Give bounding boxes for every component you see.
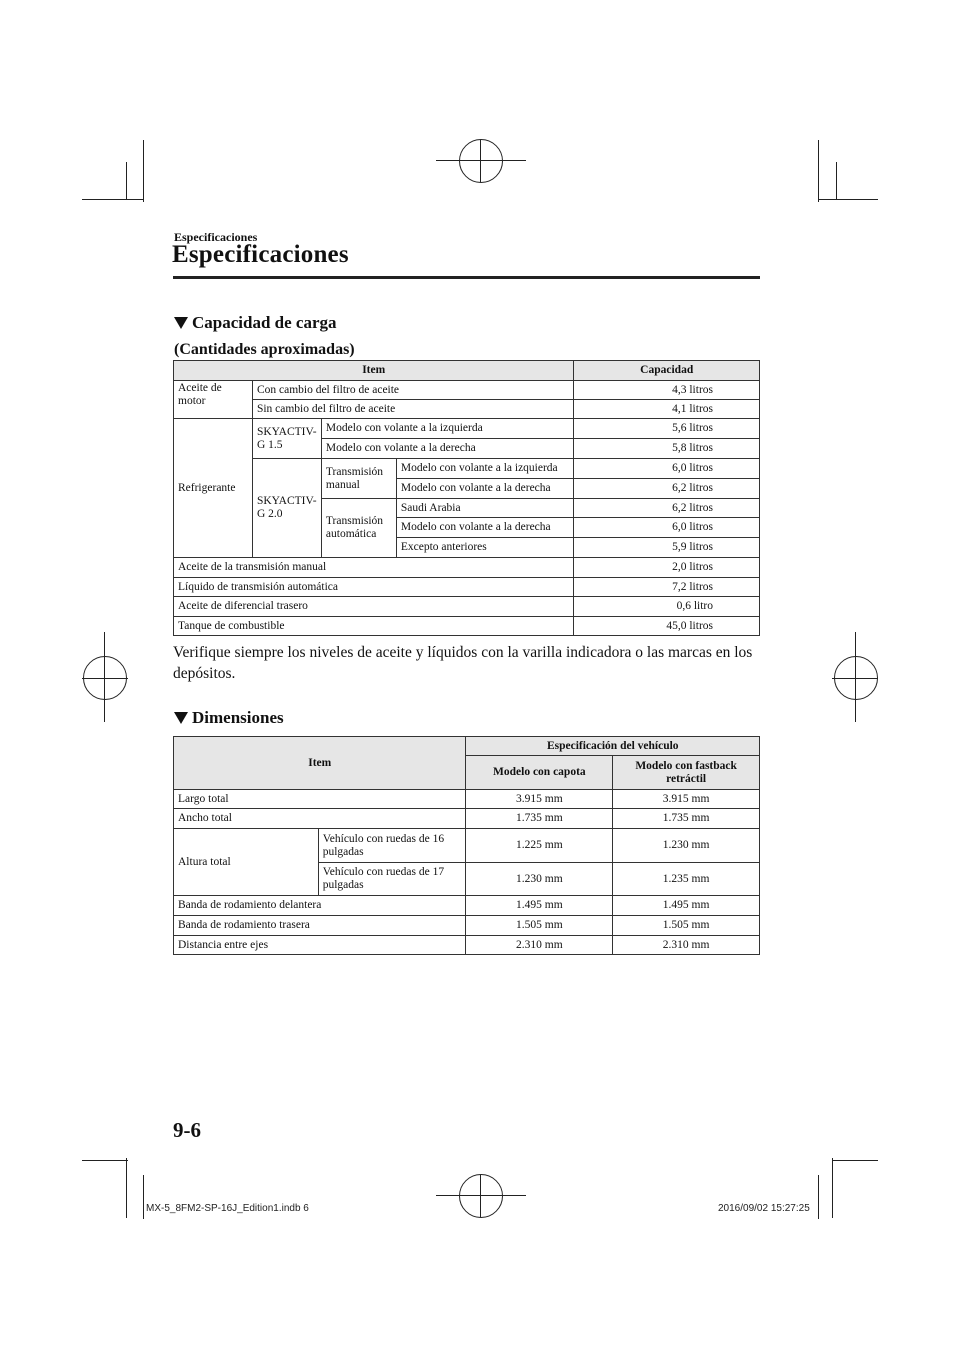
- footer-timestamp: 2016/09/02 15:27:25: [718, 1203, 810, 1214]
- table-row-label: Líquido de transmisión automática: [174, 578, 574, 597]
- table-row-label: Vehículo con ruedas de 17 pulgadas: [318, 863, 466, 896]
- table-row-label: Modelo con volante a la derecha: [396, 518, 574, 538]
- col-item: Item: [174, 737, 466, 790]
- title-rule: [173, 276, 760, 279]
- table-row-value: 5,8 litros: [574, 439, 760, 459]
- table-row-value: 1.505 mm: [613, 916, 760, 936]
- col-spec: Especificación del vehículo: [466, 737, 760, 756]
- triangle-down-icon: [174, 317, 188, 329]
- capacity-table: [173, 360, 760, 636]
- section-dimensions-title: Dimensiones: [192, 708, 284, 727]
- table-row-value: 6,2 litros: [574, 499, 760, 518]
- table-row-value: 1.495 mm: [466, 896, 613, 916]
- table-row-value: 7,2 litros: [574, 578, 760, 597]
- table-row-value: 1.505 mm: [466, 916, 613, 936]
- table-row-label: Tanque de combustible: [174, 617, 574, 636]
- dimensions-table: [173, 736, 760, 955]
- manual-label: Transmisión manual: [321, 459, 396, 499]
- table-row-label: Modelo con volante a la derecha: [396, 479, 574, 499]
- table-row-value: 2,0 litros: [574, 558, 760, 578]
- table-row-label: Banda de rodamiento trasera: [174, 916, 466, 936]
- table-row-value: 2.310 mm: [466, 936, 613, 955]
- g20-label: SKYACTIV-G 2.0: [252, 459, 321, 558]
- table-row-value: 1.735 mm: [466, 809, 613, 829]
- table-row-label: Con cambio del filtro de aceite: [252, 381, 573, 400]
- table-row-label: Banda de rodamiento delantera: [174, 896, 466, 916]
- running-header: Especificaciones: [174, 230, 258, 244]
- col-capacity: Capacidad: [574, 361, 760, 381]
- table-row-label: Modelo con volante a la izquierda: [321, 419, 573, 439]
- table-row-value: 5,6 litros: [574, 419, 760, 439]
- auto-label: Transmisión automática: [321, 499, 396, 558]
- page-number: 9-6: [173, 1118, 201, 1142]
- section-capacity-title: Capacidad de carga: [192, 313, 337, 332]
- table-row-value: 5,9 litros: [574, 538, 760, 558]
- note-paragraph: Verifique siempre los niveles de aceite y líquidos con la varilla indicadora o las marcas en los depósitos.: [173, 644, 753, 682]
- table-row-label: Excepto anteriores: [396, 538, 574, 558]
- table-row-label: Aceite de diferencial trasero: [174, 597, 574, 617]
- table-row-value: 6,0 litros: [574, 459, 760, 479]
- coolant-label: Refrigerante: [174, 419, 253, 558]
- table-row-label: Modelo con volante a la derecha: [321, 439, 573, 459]
- table-row-value: 45,0 litros: [574, 617, 760, 636]
- table-row-label: Modelo con volante a la izquierda: [396, 459, 574, 479]
- table-row-label: Vehículo con ruedas de 16 pulgadas: [318, 829, 466, 863]
- section-dimensions: [174, 708, 284, 728]
- page-title: Especificaciones: [172, 241, 349, 268]
- table-row-value: 1.235 mm: [613, 863, 760, 896]
- table-row-label: Aceite de la transmisión manual: [174, 558, 574, 578]
- section-capacity: [174, 313, 337, 333]
- table-row-value: 6,2 litros: [574, 479, 760, 499]
- table-row-label: Distancia entre ejes: [174, 936, 466, 955]
- table-row-label: Ancho total: [174, 809, 466, 829]
- col-item: Item: [174, 361, 574, 381]
- table-row-value: 1.230 mm: [613, 829, 760, 863]
- table-row-value: 2.310 mm: [613, 936, 760, 955]
- table-row-value: 3.915 mm: [466, 790, 613, 809]
- table-row-value: 0,6 litro: [574, 597, 760, 617]
- g15-label: SKYACTIV-G 1.5: [252, 419, 321, 459]
- triangle-down-icon: [174, 712, 188, 724]
- table-row-value: 3.915 mm: [613, 790, 760, 809]
- table-row-value: 1.495 mm: [613, 896, 760, 916]
- table-row-label: Largo total: [174, 790, 466, 809]
- col-fastback: Modelo con fastback retráctil: [613, 756, 760, 790]
- engine-oil-label: Aceite de motor: [174, 381, 253, 419]
- table-row-label: Sin cambio del filtro de aceite: [252, 400, 573, 419]
- col-softtop: Modelo con capota: [466, 756, 613, 790]
- table-row-value: 1.735 mm: [613, 809, 760, 829]
- footer-file: MX-5_8FM2-SP-16J_Edition1.indb 6: [146, 1203, 309, 1214]
- table-row-value: 6,0 litros: [574, 518, 760, 538]
- table-row-value: 1.230 mm: [466, 863, 613, 896]
- height-label: Altura total: [174, 829, 319, 896]
- capacity-subheading: (Cantidades aproximadas): [174, 341, 355, 358]
- table-row-value: 4,3 litros: [574, 381, 760, 400]
- table-row-value: 4,1 litros: [574, 400, 760, 419]
- table-row-value: 1.225 mm: [466, 829, 613, 863]
- table-row-label: Saudi Arabia: [396, 499, 574, 518]
